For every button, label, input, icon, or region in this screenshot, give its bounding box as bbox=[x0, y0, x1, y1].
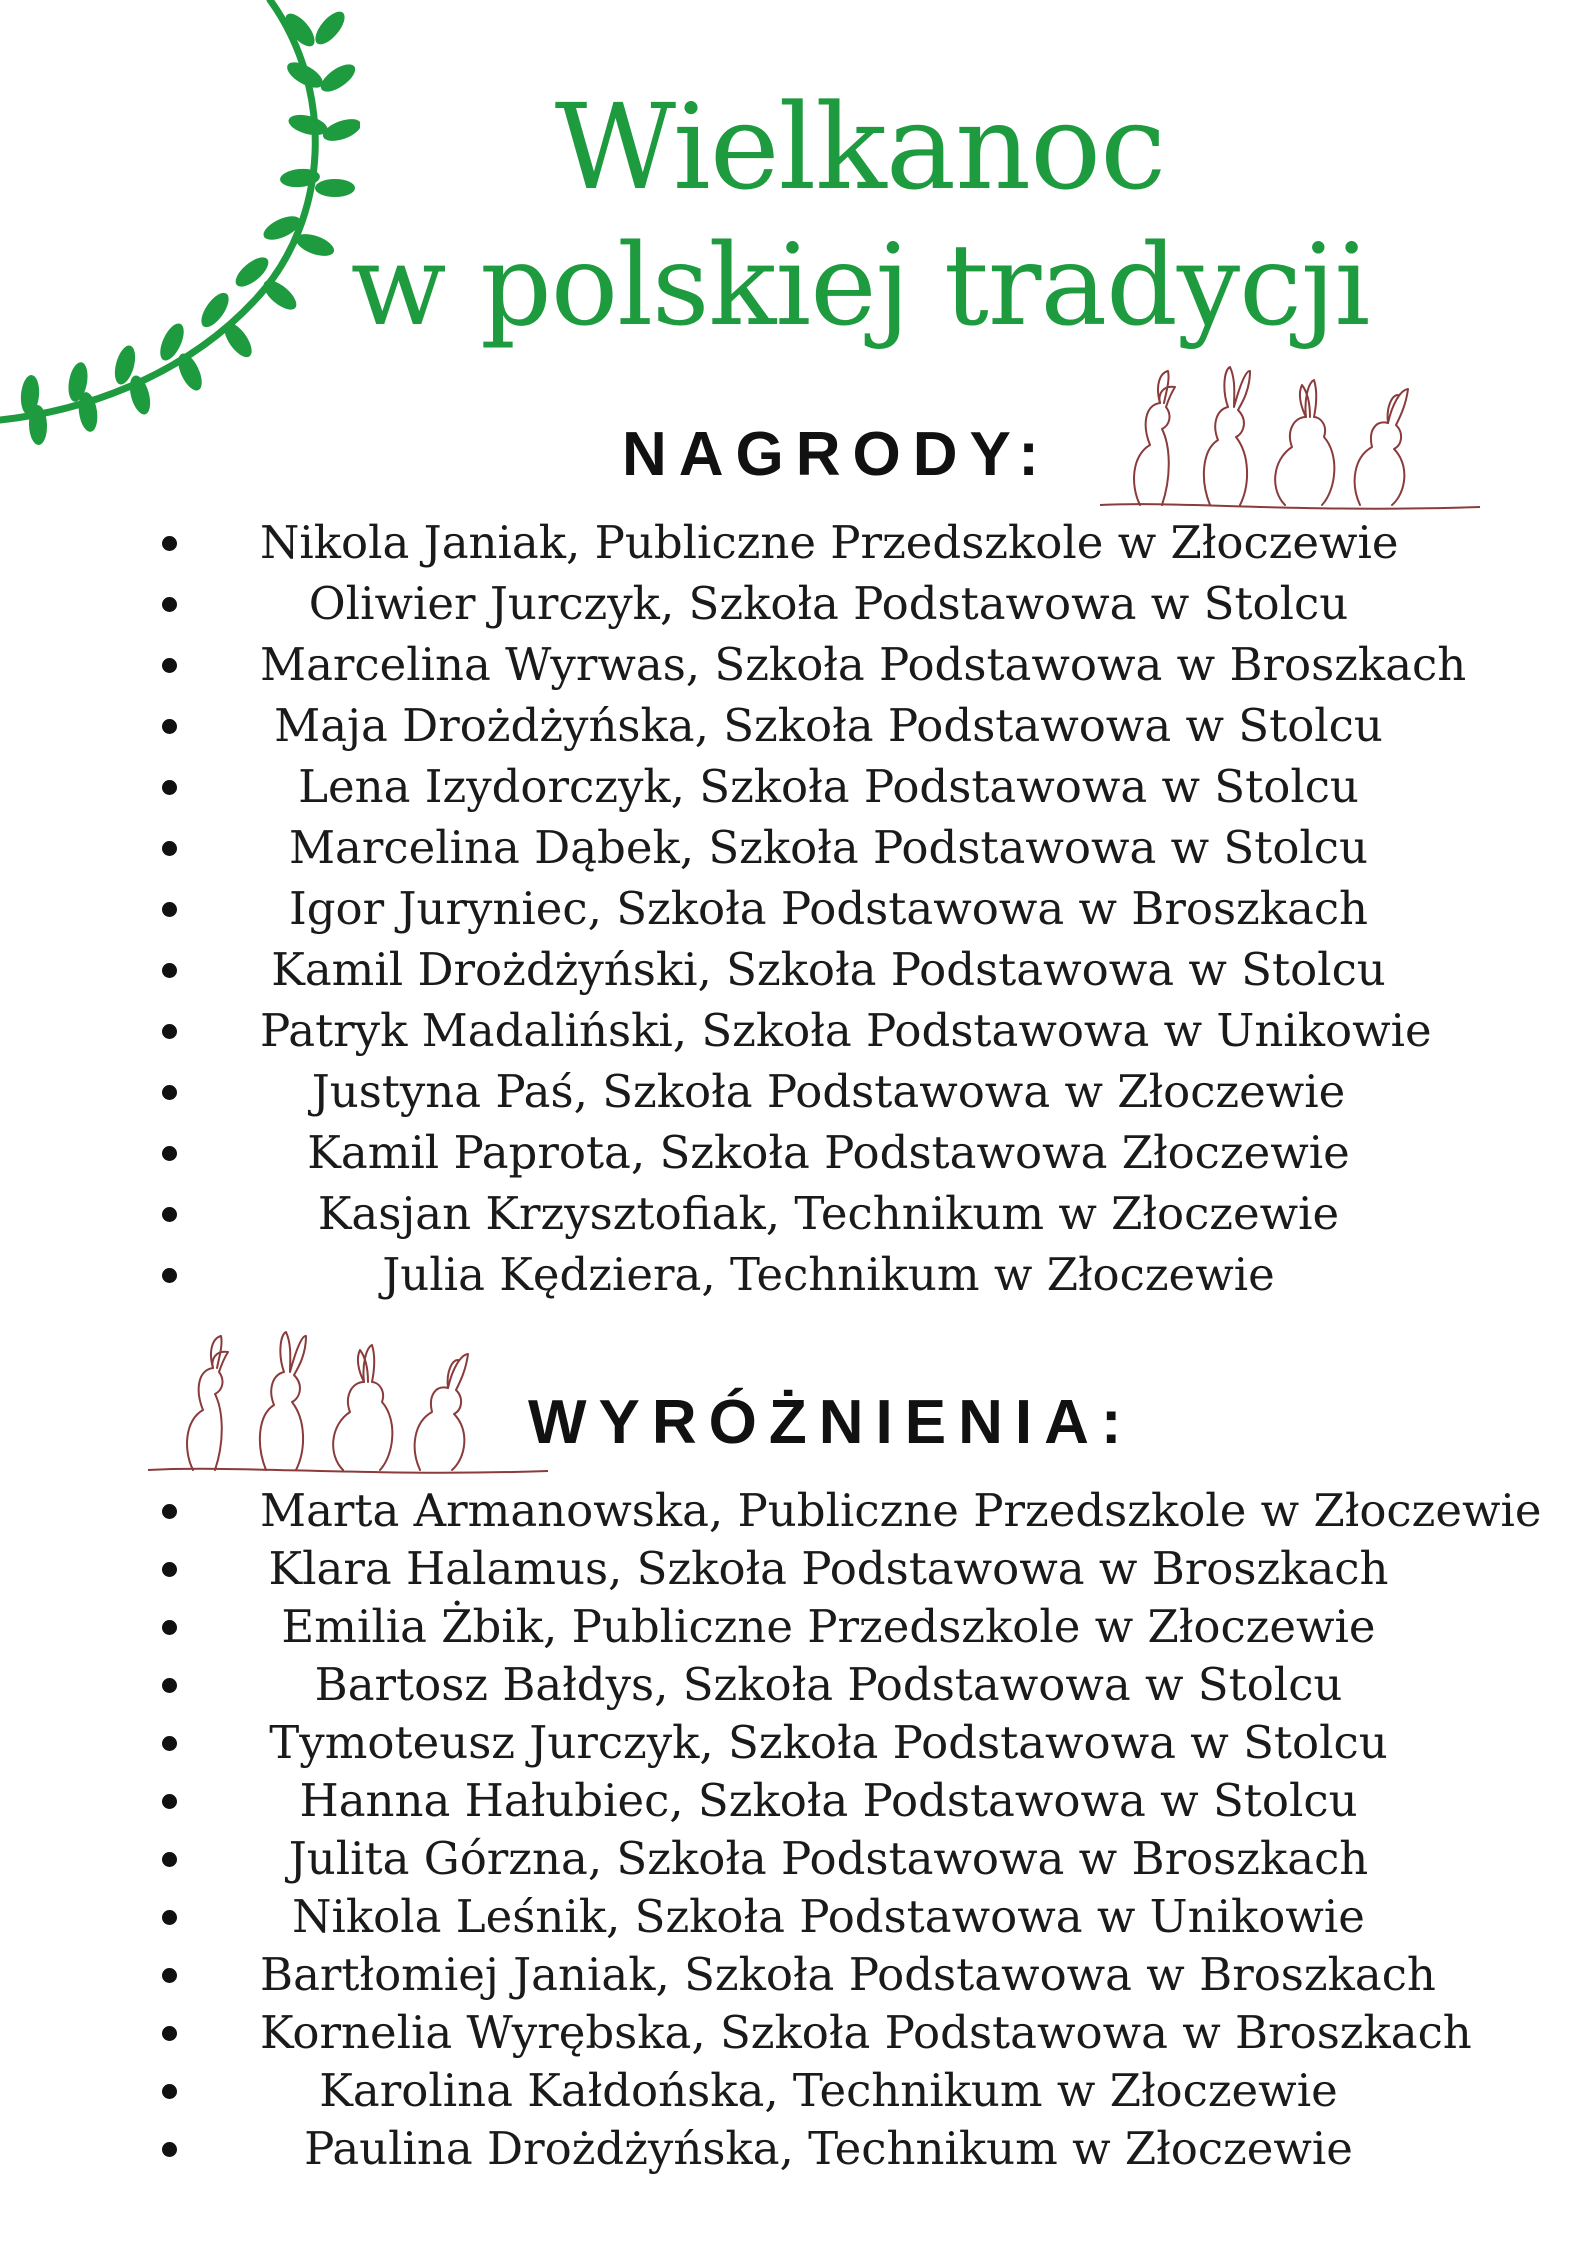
list-item-text: Kamil Paprota, Szkoła Podstawowa Złoczewie bbox=[307, 1126, 1350, 1179]
bunny-sketch-icon bbox=[148, 1325, 548, 1490]
list-item bbox=[0, 1656, 1587, 1714]
list-item bbox=[0, 512, 1587, 573]
list-item-text: Tymoteusz Jurczyk, Szkoła Podstawowa w Stolcu bbox=[269, 1716, 1388, 1769]
list-item-text: Justyna Paś, Szkoła Podstawowa w Złoczewie bbox=[311, 1065, 1346, 1118]
list-item bbox=[0, 1122, 1587, 1183]
list-item-text: Marcelina Wyrwas, Szkoła Podstawowa w Broszkach bbox=[260, 638, 1467, 691]
bullet-icon bbox=[162, 536, 177, 551]
bullet-icon bbox=[162, 1146, 177, 1161]
list-item-text: Kornelia Wyrębska, Szkoła Podstawowa w Broszkach bbox=[260, 2006, 1472, 2059]
list-item bbox=[0, 756, 1587, 817]
awards-list bbox=[0, 512, 1587, 1305]
list-item bbox=[0, 634, 1587, 695]
bullet-icon bbox=[162, 2084, 177, 2099]
list-item-text: Emilia Żbik, Publiczne Przedszkole w Złoczewie bbox=[281, 1600, 1376, 1653]
list-item bbox=[0, 1946, 1587, 2004]
bullet-icon bbox=[162, 658, 177, 673]
bullet-icon bbox=[162, 1678, 177, 1693]
list-item-text: Klara Halamus, Szkoła Podstawowa w Broszkach bbox=[268, 1542, 1389, 1595]
list-item-text: Bartosz Bałdys, Szkoła Podstawowa w Stolcu bbox=[314, 1658, 1343, 1711]
bullet-icon bbox=[162, 1562, 177, 1577]
bullet-icon bbox=[162, 1504, 177, 1519]
list-item bbox=[0, 2062, 1587, 2120]
bullet-icon bbox=[162, 902, 177, 917]
list-item-text: Nikola Janiak, Publiczne Przedszkole w Złoczewie bbox=[260, 516, 1399, 569]
list-item-text: Igor Juryniec, Szkoła Podstawowa w Broszkach bbox=[288, 882, 1369, 935]
list-item-text: Lena Izydorczyk, Szkoła Podstawowa w Stolcu bbox=[298, 760, 1359, 813]
bullet-icon bbox=[162, 1207, 177, 1222]
list-item bbox=[0, 939, 1587, 1000]
bullet-icon bbox=[162, 1910, 177, 1925]
list-item-text: Marcelina Dąbek, Szkoła Podstawowa w Stolcu bbox=[288, 821, 1368, 874]
bullet-icon bbox=[162, 1794, 177, 1809]
list-item-text: Kasjan Krzysztofiak, Technikum w Złoczewie bbox=[317, 1187, 1340, 1240]
bullet-icon bbox=[162, 841, 177, 856]
list-item bbox=[0, 2120, 1587, 2178]
bullet-icon bbox=[162, 963, 177, 978]
list-item bbox=[0, 1714, 1587, 1772]
bunny-sketch-icon bbox=[1100, 365, 1480, 525]
list-item bbox=[0, 573, 1587, 634]
bullet-icon bbox=[162, 1852, 177, 1867]
list-item bbox=[0, 1598, 1587, 1656]
bullet-icon bbox=[162, 1024, 177, 1039]
list-item bbox=[0, 695, 1587, 756]
page-title: Wielkanoc bbox=[554, 78, 1166, 216]
bullet-icon bbox=[162, 1968, 177, 1983]
list-item bbox=[0, 1772, 1587, 1830]
list-item bbox=[0, 1244, 1587, 1305]
list-item-text: Kamil Drożdżyński, Szkoła Podstawowa w Stolcu bbox=[271, 943, 1386, 996]
list-item bbox=[0, 1061, 1587, 1122]
bullet-icon bbox=[162, 780, 177, 795]
bullet-icon bbox=[162, 1085, 177, 1100]
awards-heading: NAGRODY: bbox=[622, 420, 1051, 489]
list-item-text: Patryk Madaliński, Szkoła Podstawowa w Unikowie bbox=[260, 1004, 1432, 1057]
list-item-text: Karolina Kałdońska, Technikum w Złoczewie bbox=[319, 2064, 1338, 2117]
bullet-icon bbox=[162, 1620, 177, 1635]
list-item bbox=[0, 817, 1587, 878]
list-item-text: Julita Górzna, Szkoła Podstawowa w Broszkach bbox=[288, 1832, 1369, 1885]
page-subtitle: w polskiej tradycji bbox=[350, 221, 1370, 351]
list-item-text: Marta Armanowska, Publiczne Przedszkole w Złoczewie bbox=[260, 1484, 1542, 1537]
list-item-text: Julia Kędziera, Technikum w Złoczewie bbox=[382, 1248, 1275, 1301]
list-item bbox=[0, 1482, 1587, 1540]
list-item-text: Nikola Leśnik, Szkoła Podstawowa w Unikowie bbox=[292, 1890, 1365, 1943]
list-item bbox=[0, 878, 1587, 939]
list-item-text: Oliwier Jurczyk, Szkoła Podstawowa w Stolcu bbox=[308, 577, 1349, 630]
mentions-list bbox=[0, 1482, 1587, 2178]
bullet-icon bbox=[162, 2142, 177, 2157]
list-item bbox=[0, 1540, 1587, 1598]
bullet-icon bbox=[162, 2026, 177, 2041]
bullet-icon bbox=[162, 719, 177, 734]
mentions-heading: WYRÓŻNIENIA: bbox=[528, 1388, 1134, 1457]
list-item-text: Paulina Drożdżyńska, Technikum w Złoczewie bbox=[304, 2122, 1353, 2175]
list-item bbox=[0, 1888, 1587, 1946]
list-item bbox=[0, 1830, 1587, 1888]
list-item-text: Bartłomiej Janiak, Szkoła Podstawowa w Broszkach bbox=[260, 1948, 1436, 2001]
list-item-text: Maja Drożdżyńska, Szkoła Podstawowa w Stolcu bbox=[274, 699, 1383, 752]
bullet-icon bbox=[162, 1736, 177, 1751]
bullet-icon bbox=[162, 597, 177, 612]
list-item bbox=[0, 1183, 1587, 1244]
list-item bbox=[0, 1000, 1587, 1061]
list-item bbox=[0, 2004, 1587, 2062]
bullet-icon bbox=[162, 1268, 177, 1283]
list-item-text: Hanna Hałubiec, Szkoła Podstawowa w Stolcu bbox=[299, 1774, 1358, 1827]
